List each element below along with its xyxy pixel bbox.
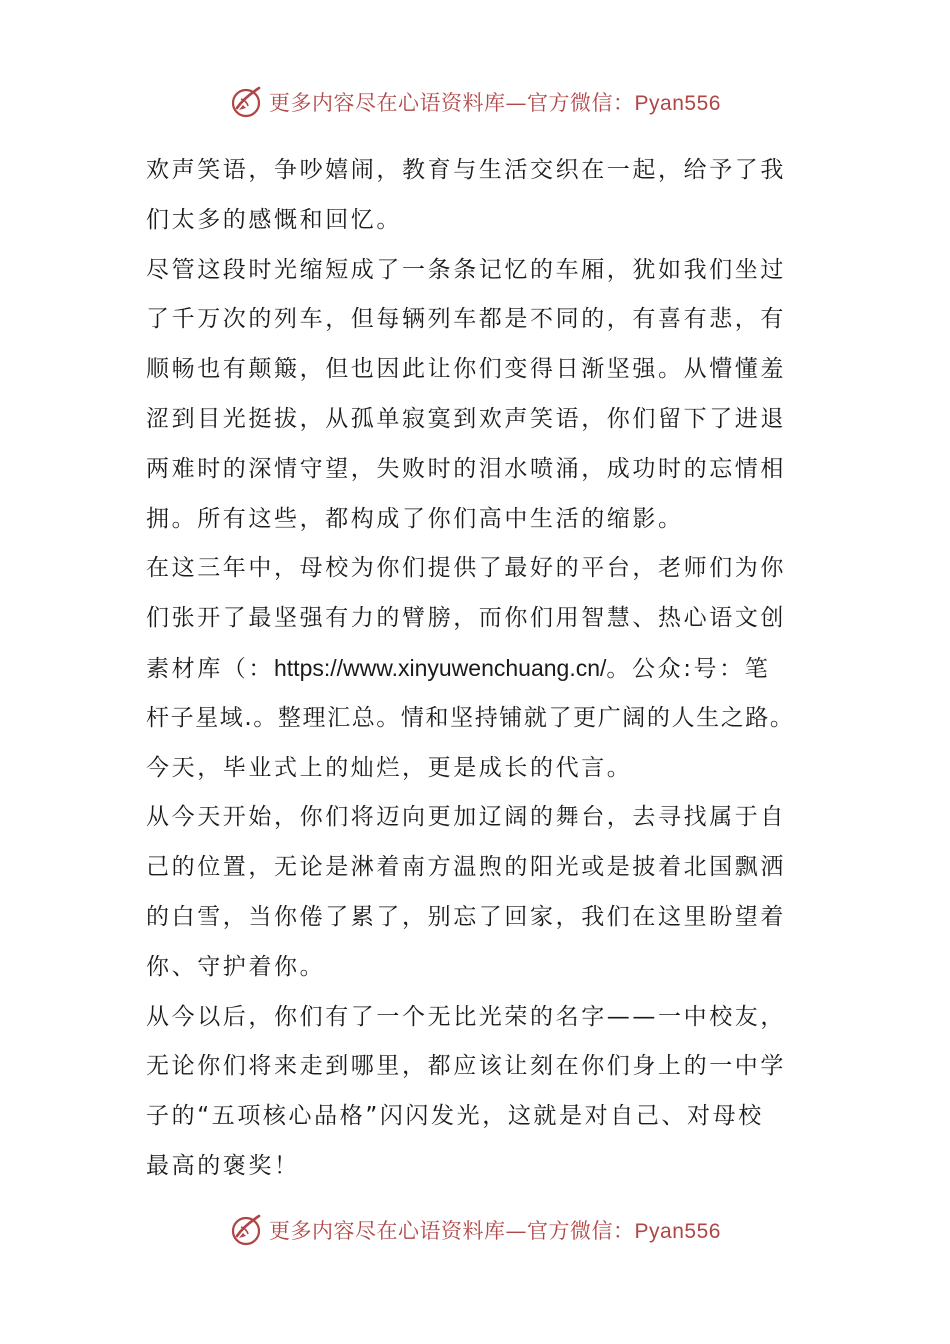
body-line: 最高的褒奖！ — [146, 1152, 300, 1179]
body-line: 涩到目光挺拔，从孤单寂寞到欢声笑语，你们留下了进退 — [146, 405, 786, 432]
body-line: 们张开了最坚强有力的臂膀，而你们用智慧、热心语文创 — [146, 605, 786, 632]
body-line: 子的“五项核心品格”闪闪发光，这就是对自己、对母校 — [146, 1103, 764, 1130]
header-wechat-handle: Pyan556 — [634, 92, 721, 115]
body-line: 今天，毕业式上的灿烂，更是成长的代言。 — [146, 754, 633, 781]
body-line: 了千万次的列车，但每辆列车都是不同的，有喜有悲，有 — [146, 306, 786, 333]
url-line-prefix: 素材库（： — [146, 655, 274, 682]
footer-wechat-handle: Pyan556 — [634, 1220, 721, 1243]
body-line: 无论你们将来走到哪里，都应该让刻在你们身上的一中学 — [146, 1053, 786, 1080]
body-line: 欢声笑语，争吵嬉闹，教育与生活交织在一起，给予了我 — [146, 157, 786, 183]
body-line: 在这三年中，母校为你们提供了最好的平台，老师们为你 — [146, 555, 786, 582]
body-line: 杆子星域.。整理汇总。情和坚持铺就了更广阔的人生之路。 — [146, 704, 795, 731]
url-line-suffix: 。公众:号：笔 — [606, 655, 771, 682]
body-line: 的白雪，当你倦了累了，别忘了回家，我们在这里盼望着 — [146, 903, 786, 930]
pen-circle-logo-icon — [229, 1212, 265, 1248]
body-line: 们太多的感慨和回忆。 — [146, 206, 402, 233]
header-banner-text: 更多内容尽在心语资料库—官方微信：Pyan556 — [269, 91, 721, 115]
body-line: 你、守护着你。 — [146, 953, 326, 980]
body-line: 从今以后，你们有了一个无比光荣的名字——一中校友， — [146, 1003, 786, 1030]
body-line-with-url — [146, 644, 816, 694]
body-line: 两难时的深情守望，失败时的泪水喷涌，成功时的忘情相 — [146, 455, 786, 482]
website-url-link[interactable]: https://www.xinyuwenchuang.cn/ — [274, 654, 607, 681]
body-line: 顺畅也有颠簸，但也因此让你们变得日渐坚强。从懵懂羞 — [146, 356, 786, 383]
body-line: 拥。所有这些，都构成了你们高中生活的缩影。 — [146, 505, 684, 532]
header-banner — [0, 80, 950, 124]
footer-banner — [0, 1208, 950, 1252]
body-line: 己的位置，无论是淋着南方温煦的阳光或是披着北国飘洒 — [146, 854, 786, 881]
footer-banner-text: 更多内容尽在心语资料库—官方微信：Pyan556 — [269, 1219, 721, 1243]
document-body — [146, 146, 816, 1192]
pen-circle-logo-icon — [229, 84, 265, 120]
body-line: 从今天开始，你们将迈向更加辽阔的舞台，去寻找属于自 — [146, 804, 786, 831]
body-line: 尽管这段时光缩短成了一条条记忆的车厢，犹如我们坐过 — [146, 256, 786, 283]
